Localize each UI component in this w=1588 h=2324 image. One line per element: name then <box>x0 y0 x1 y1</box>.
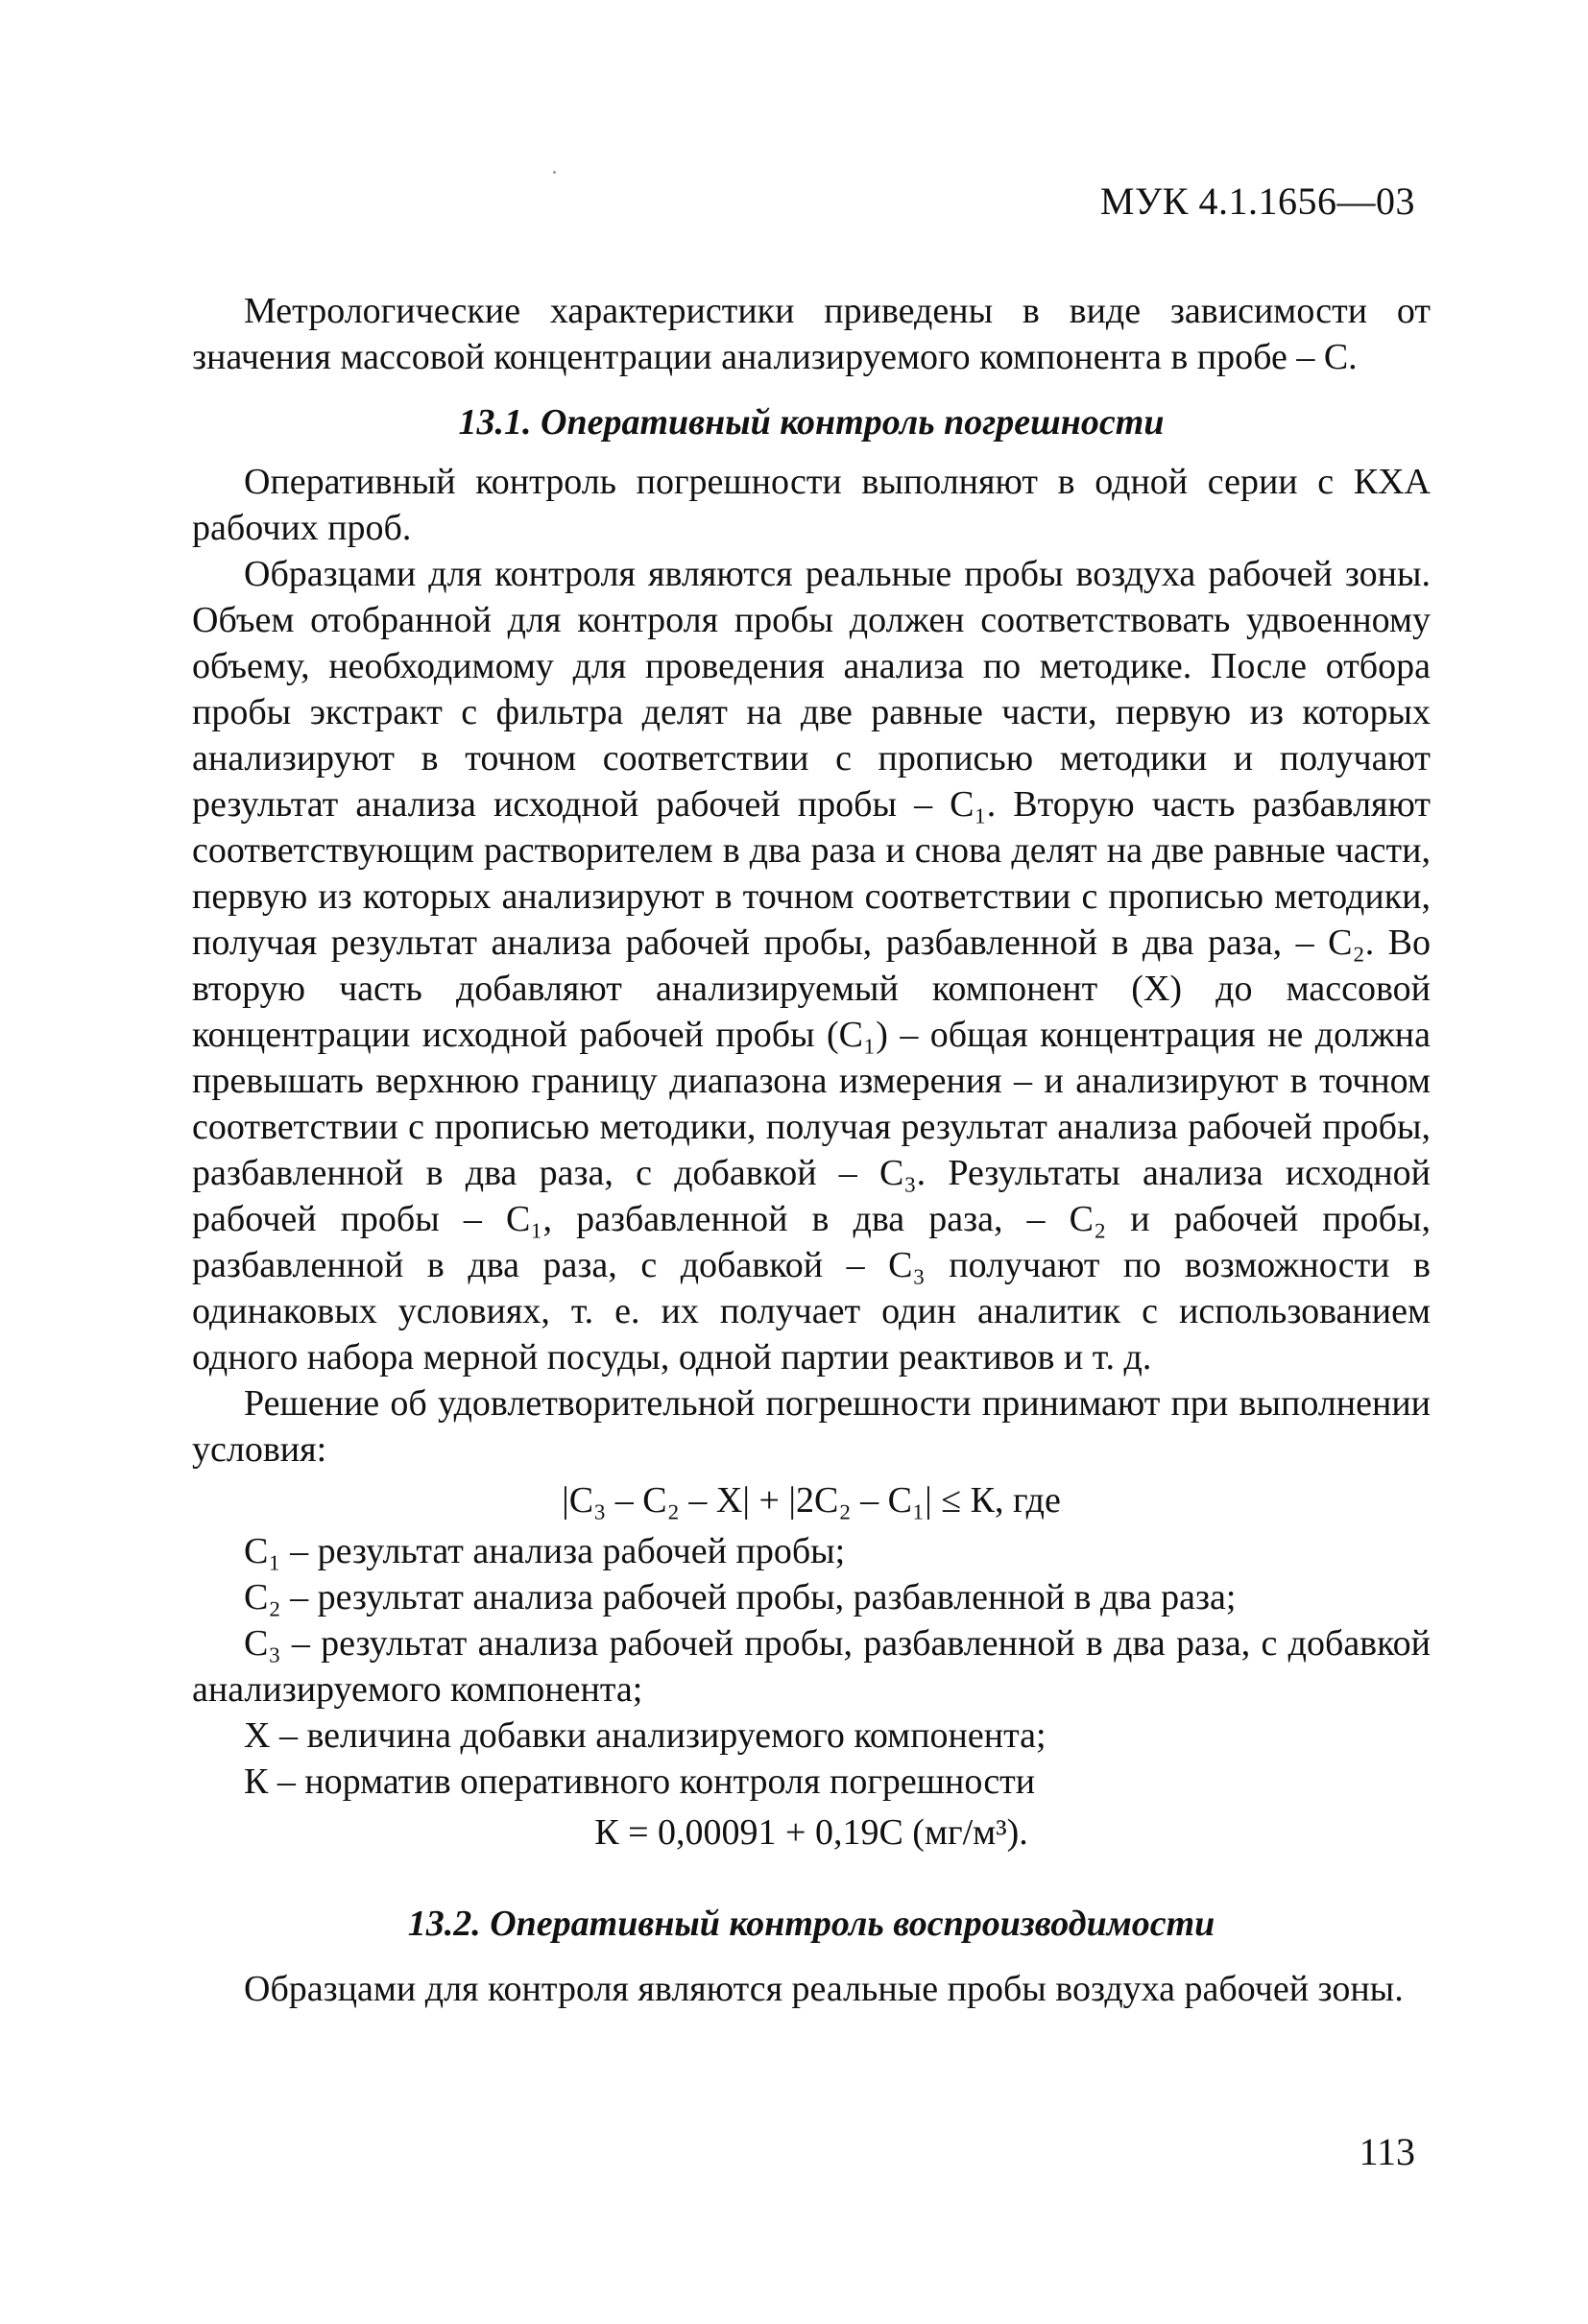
legend-item-c3: С₃ – результат анализа рабочей пробы, разбавленной в два раза, с добавкой анализируемого компонента; <box>192 1623 1431 1710</box>
page-number: 113 <box>1359 2130 1415 2173</box>
document-code: МУК 4.1.1656—03 <box>1099 180 1415 223</box>
paragraph: Решение об удовлетворительной погрешности принимают при выполнении условия: <box>192 1383 1431 1470</box>
legend-item-c1: С₁ – результат анализа рабочей пробы; <box>244 1531 846 1571</box>
section-heading-13-1: 13.1. Оперативный контроль погрешности <box>458 402 1165 443</box>
section-13-2-body <box>192 1966 1431 2012</box>
paragraph: Оперативный контроль погрешности выполняют в одной серии с КХА рабочих проб. <box>192 462 1431 548</box>
section-heading-13-2: 13.2. Оперативный контроль воспроизводимости <box>407 1904 1215 1944</box>
k-formula: К = 0,00091 + 0,19С (мг/м³). <box>594 1812 1028 1853</box>
legend-item-c2: С₂ – результат анализа рабочей пробы, разбавленной в два раза; <box>244 1577 1237 1617</box>
condition-formula: |С₃ – С₂ – Х| + |2С₂ – С₁| ≤ К, где <box>562 1480 1061 1521</box>
intro-paragraph: Метрологические характеристики приведены в виде зависимости от значения массовой концентрации анализируемого компонента в пробе – С. <box>192 291 1431 377</box>
paragraph: Образцами для контроля являются реальные пробы воздуха рабочей зоны. <box>244 1969 1404 2009</box>
section-13-1-body <box>192 459 1431 1860</box>
legend-item-x: Х – величина добавки анализируемого компонента; <box>244 1715 1047 1756</box>
scan-speck <box>553 171 556 174</box>
legend-item-k: К – норматив оперативного контроля погрешности <box>244 1761 1036 1802</box>
paragraph: Образцами для контроля являются реальные пробы воздуха рабочей зоны. Объем отобранной для контроля пробы должен соответствовать удвоенному объему, необходимому для проведения анализа по методике. После отбора пробы экстракт с фильтра делят на две равные части, первую из которых анализируют в точном соответствии с прописью методики и получают результат анализа исходной рабочей пробы – С₁. Вторую часть разбавляют соответствующим растворителем в два раза и снова делят на две равные части, первую из которых анализируют в точном соответствии с прописью методики, получая результат анализа рабочей пробы, разбавленной в два раза, – С₂. Во вторую часть добавляют анализируемый компонент (Х) до массовой концентрации исходной рабочей пробы (С₁) – общая концентрация не должна превышать верхнюю границу диапазона измерения – и анализируют в точном соответствии с прописью методики, получая результат анализа рабочей пробы, разбавленной в два раза, с добавкой – С₃. Результаты анализа исходной рабочей пробы – С₁, разбавленной в два раза, – С₂ и рабочей пробы, разбавленной в два раза, с добавкой – С₃ получают по возможности в одинаковых условиях, т. е. их получает один аналитик с использованием одного набора мерной посуды, одной партии реактивов и т. д. <box>192 554 1431 1378</box>
intro-section <box>192 288 1431 380</box>
